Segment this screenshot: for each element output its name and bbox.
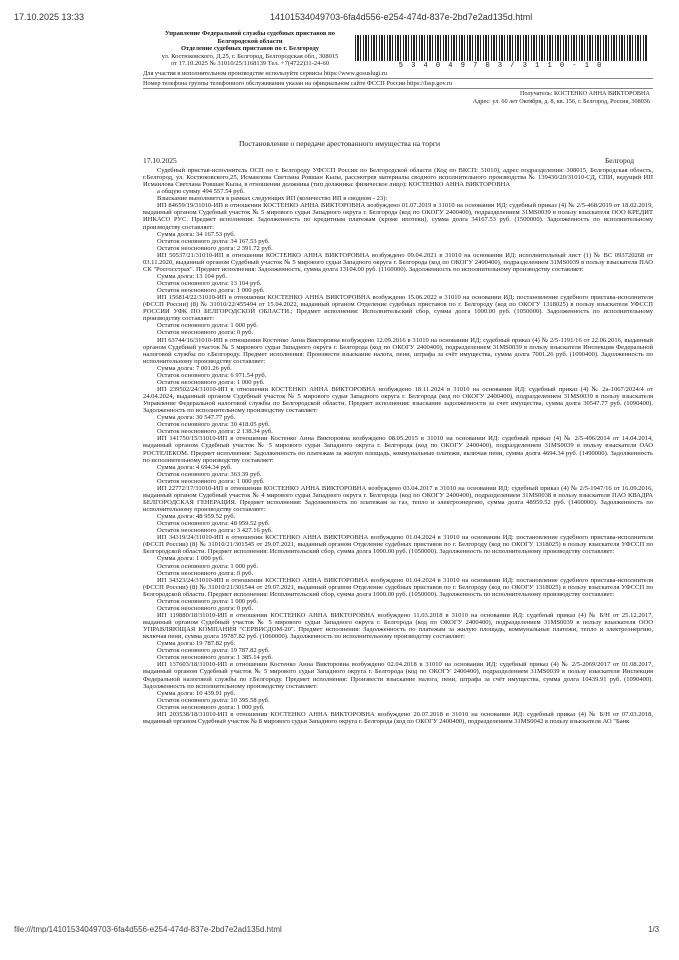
body-paragraph: ИП 84659/19/31010-ИП в отношении КОСТЕНКО АННА ВИКТОРОВНА возбуждено 01.07.2019 в 31010 на основании ИД: судебный приказ (4) № 2/5-468/2019 от 18.02.2019, выданный органом Судебный участок № 5 мирового судьи Западного округа г. Белгорода (код по ОКОГУ 2400400), подразделением 31MS0039 в пользу взыскателя ООО КРЕДИТ ИНКАСО РУС. Предмет исполнения: Задолженность по кредитным платежам (кроме ипотеки), сумма долга 34167.53 руб. (1500000). Задолженность по исполнительному производству составляет: [143, 202, 653, 231]
print-file-path: file:///tmp/14101534049703-6fa4d556-e254-474d-837e-2bd7e2ad135d.html [14, 925, 282, 934]
body-paragraph: ИП 156814/22/31010-ИП в отношении КОСТЕНКО АННА ВИКТОРОВНА возбуждено 15.06.2022 в 31010 на основании ИД: постановление судебного пристава-исполнителя (ФССП России) (8) № 31010/22/455494 от 15.04.2022, выданный органом Отделение судебных приставов по г. Белгороду (код по ОКОГУ 1318025) в пользу взыскателя УФССП РОССИИ УФК ПО БЕЛГОРОДСКОЙ ОБЛАСТИ.; Предмет исполнения: Исполнительский сбор, сумма долга 1000.00 руб. (1050000). Задолженность по исполнительному производству составляет: [143, 294, 653, 323]
body-paragraph: Сумма долга: 48 959.52 руб. [157, 513, 236, 521]
authority-line: Белгородской области [217, 37, 283, 45]
body-paragraph: Остаток неосновного долга: 1 385.14 руб. [157, 654, 273, 662]
body-paragraph: ИП 63744/16/31010-ИП в отношении Костенко Анна Викторовна возбуждено 12.09.2016 в 31010 на основании ИД: судебный приказ (4) № 2/5-1191/16 от 22.06.2016, выданный органом Судебный участок № 5 мирового судьи Западного округа г. Белгорода (код по ОКОГУ 2400400), подразделением 31MS0039 в пользу взыскателя Инспекция Федеральной налоговой службы по г.Белгороду. Предмет исполнения: Произвести взыскание налога, пени, штрафа за счёт имущества, сумма долга 7001.26 руб. (1090400). Задолженность по исполнительному производству составляет: [143, 336, 653, 365]
print-filename: 14101534049703-6fa4d556-e254-474d-837e-2bd7e2ad135d.html [270, 12, 533, 22]
authority-address: ул. Костюковского, Д.25, г. Белгород, Белгородская обл., 308015 [161, 52, 339, 60]
body-paragraph: Остаток неосновного долга: 0 руб. [157, 329, 254, 337]
body-paragraph: Взыскание выполняется в рамках следующих ИП (количество ИП в сводном - 23): [157, 195, 388, 203]
body-paragraph: Остаток неосновного долга: 0 руб. [157, 569, 254, 577]
body-paragraph: Остаток неосновного долга: 1 000 руб. [157, 287, 265, 295]
recipient-name: Получатель: КОСТЕНКО АННА ВИКТОРОВНА [519, 90, 650, 97]
body-paragraph: Остаток неосновного долга: 1 000 руб. [157, 378, 265, 386]
body-paragraph: Сумма долга: 7 001.26 руб. [157, 364, 232, 372]
body-paragraph: ИП 203538/18/31010-ИП в отношении КОСТЕНКО АННА ВИКТОРОВНА возбуждено 20.07.2018 в 31010 на основании ИД: судебный приказ (4) № Б/Н от 07.03.2018, выданный органом Судебный участок № 8 мирового судьи Западного округа г. Белгорода (код по ОКОГУ 2400400), подразделением 31MS0042 в пользу взыскателя АО "Банк [143, 710, 653, 725]
body-paragraph: Остаток неосновного долга: 0 руб. [157, 604, 254, 612]
barcode-image [355, 35, 647, 61]
body-paragraph: Остаток неосновного долга: 1 000 руб. [157, 703, 265, 711]
print-datetime: 17.10.2025 13:33 [14, 12, 85, 22]
body-paragraph: Остаток неосновного долга: 2 138.34 руб. [157, 428, 273, 436]
body-paragraph: Остаток основного долга: 30 418.05 руб. [157, 421, 270, 429]
browser-print-header [0, 0, 679, 26]
page-number: 1/3 [648, 925, 660, 934]
body-paragraph: Остаток основного долга: 1 000 руб. [157, 322, 259, 330]
body-paragraph: Остаток основного долга: 10 395.58 руб. [157, 696, 270, 704]
body-paragraph: Сумма долга: 30 547.77 руб. [157, 414, 236, 422]
body-paragraph: ИП 137603/18/31010-ИП в отношении Костенко Анна Викторовна возбуждено 02.04.2018 в 31010 на основании ИД: судебный приказ (4) № 2/5-2069/2017 от 01.08.2017, выданный органом Судебный участок № 5 мирового судьи Западного округа г. Белгорода (код по ОКОГУ 2400400), подразделением 31MS0039 в пользу взыскателя Инспекция Федеральной налоговой службы по г.Белгороду. Предмет исполнения: Произвести взыскание налога, пени, штрафа за счёт имущества, сумма долга 10439.91 руб. (1090400). Задолженность по исполнительному производству составляет: [143, 661, 653, 690]
phone-notice: Номер телефона группы телефонного обслуживания указан на официальном сайте ФССП России https://fssp.gov.ru [143, 80, 653, 89]
recipient-address: Адрес: ул. 60 лет Октября, д. 8, кв. 156, г. Белгород, Россия, 308036 [472, 98, 650, 105]
body-paragraph: Остаток основного долга: 34 167.53 руб. [157, 237, 270, 245]
body-paragraph: Остаток неосновного долга: 3 427.16 руб. [157, 527, 273, 535]
barcode-number: 5 3 4 0 4 9 7 0 3 / 3 1 1 0 - 1 0 [398, 62, 604, 70]
body-paragraph: Сумма долга: 34 167.53 руб. [157, 230, 236, 238]
body-paragraph: Сумма долга: 1 000 руб. [157, 555, 224, 563]
body-paragraph: ИП 239502/24/31010-ИП в отношении КОСТЕНКО АННА ВИКТОРОВНА возбуждено 18.11.2024 в 31010 на основании ИД: судебный приказ (4) № 2а-1067/2024/4 от 24.04.2024, выданный органом Судебный участок № 5 мирового судьи Западного округа г. Белгорода (код по ОКОГУ 2400400), подразделением 31MS0039 в пользу взыскателя Управление Федеральной налоговой службы по Белгородской области. Предмет исполнения: взыскание задолженности за счет имущества, сумма долга 30547.77 руб. (1090400). Задолженность по исполнительному производству составляет: [143, 385, 653, 415]
body-paragraph: Остаток основного долга: 363.39 руб. [157, 470, 262, 478]
authority-line: Отделение судебных приставов по г. Белгороду [180, 45, 319, 53]
gosuslugi-notice: Для участия в исполнительном производстве используйте сервисы https://www.gosuslugi.ru [143, 70, 653, 79]
body-paragraph: а общую сумму 494 557.54 руб. [157, 188, 245, 196]
body-paragraph: Сумма долга: 19 787.82 руб. [157, 640, 236, 648]
document-date: 17.10.2025 [143, 156, 177, 165]
body-paragraph: Остаток основного долга: 48 959.52 руб. [157, 520, 270, 528]
document-title: Постановление о передаче арестованного имущества на торги [238, 139, 441, 148]
body-paragraph: ИП 34323/24/31010-ИП в отношении КОСТЕНКО АННА ВИКТОРОВНА возбуждено 01.04.2024 в 31010 на основании ИД: постановление судебного пристава-исполнителя (ФССП России) (8) № 31010/21/301544 от 29.07.2021, выданный органом Отделение судебных приставов по г. Белгороду (код по ОКОГУ 1318025) в пользу взыскателя УФССП по Белгородской области. Предмет исполнения: Исполнительский сбор, сумма долга 1000.00 руб. (1050000). Задолженность по исполнительному производству составляет: [143, 576, 653, 598]
body-paragraph: Остаток основного долга: 6 971.54 руб. [157, 371, 267, 379]
body-paragraph: Сумма долга: 4 694.34 руб. [157, 463, 232, 471]
body-paragraph: ИП 141750/15/31010-ИП в отношении Костенко Анна Викторовна возбуждено 08.05.2015 в 31010 на основании ИД: судебный приказ (4) № 2/5-496/2014 от 14.04.2014, выданный органом Судебный участок № 5 мирового судьи Западного округа г. Белгорода (код по ОКОГУ 2400400), подразделением 31MS0039 в пользу взыскателя ОАО РОСТЕЛЕКОМ. Предмет исполнения: Задолженность по платежам за жилую площадь, коммунальные платежи, включая пени, сумма долга 4694.34 руб. (1490000). Задолженность по исполнительному производству составляет: [143, 435, 653, 464]
body-paragraph: ИП 119880/18/31010-ИП в отношении КОСТЕНКО АННА ВИКТОРОВНА возбуждено 11.03.2018 в 31010 на основании ИД: судебный приказ (4) № Б/Н от 25.12.2017, выданный органом Судебный участок № 5 мирового судьи Западного округа г. Белгорода (код по ОКОГУ 2400400), подразделением 31MS0039 в пользу взыскателя ООО УПРАВЛЯЮЩАЯ КОМПАНИЯ "СЕРВИСДОМ-20". Предмет исполнения: Задолженность по платежам за жилую площадь, коммунальные платежи, тепло и электроэнергию, включая пени, сумма долга 19787.82 руб. (1060000). Задолженность по исполнительному производству составляет: [143, 611, 653, 641]
body-paragraph: ИП 50537/21/31010-ИП в отношении КОСТЕНКО АННА ВИКТОРОВНА возбуждено 09.04.2021 в 31010 на основании ИД: исполнительный лист (1) № ВС 093720268 от 03.11.2020, выданный органом Судебный участок № 5 мирового судьи Западного округа г. Белгорода (код по ОКОГУ 2400400), подразделением 31MS0039 в пользу взыскателя ПАО СК "Росгосстрах". Предмет исполнения: Задолженность, сумма долга 13104.00 руб. (1160000). Задолженность по исполнительному производству составляет: [143, 251, 653, 273]
authority-header [145, 30, 355, 68]
body-paragraph: Остаток основного долга: 1 000 руб. [157, 562, 259, 570]
document-body [143, 167, 653, 725]
authority-reference: от 17.10.2025 № 31010/25/1168139 Тел. +7(4722)31-24-60 [170, 60, 329, 68]
body-paragraph: ИП 22772/17/31010-ИП в отношении КОСТЕНКО АННА ВИКТОРОВНА возбуждено 03.04.2017 в 31010 на основании ИД: судебный приказ (4) № 2/5-1947/16 от 16.09.2016, выданный органом Судебный участок № 4 мирового судьи Западного округа г. Белгорода (код по ОКОГУ 2400400), подразделением 31MS0038 в пользу взыскателя ПАО КВАДРА БЕЛГОРОДСКАЯ ГЕНЕРАЦИЯ. Предмет исполнения: Задолженность по платежам за газ, тепло и электроэнергию, сумма долга 48959.52 руб. (1460000). Задолженность по исполнительному производству составляет: [143, 484, 653, 513]
body-paragraph: Остаток основного долга: 13 104 руб. [157, 280, 262, 287]
body-paragraph: Остаток основного долга: 1 000 руб. [157, 597, 259, 605]
authority-line: Управление Федеральной службы судебных приставов по [165, 30, 335, 37]
body-paragraph: ИП 34319/24/31010-ИП в отношении КОСТЕНКО АННА ВИКТОРОВНА возбуждено 01.04.2024 в 31010 на основании ИД: постановление судебного пристава-исполнителя (ФССП России) (8) № 31010/21/301545 от 29.07.2021, выданный органом Отделение судебных приставов по г. Белгороду (код по ОКОГУ 1318025) в пользу взыскателя УФССП по Белгородской области. Предмет исполнения: Исполнительский сбор, сумма долга 1000.00 руб. (1050000). Задолженность по исполнительному производству составляет: [143, 534, 653, 556]
body-paragraph: Сумма долга: 13 104 руб. [157, 272, 227, 280]
body-paragraph: Остаток основного долга: 19 787.82 руб. [157, 647, 270, 655]
body-paragraph: Сумма долга: 10 439.91 руб. [157, 689, 236, 697]
document-city: Белгород [605, 156, 635, 165]
body-paragraph: Остаток неосновного долга: 1 000 руб. [157, 477, 265, 485]
body-paragraph: Остаток неосновного долга: 2 391.72 руб. [157, 244, 273, 252]
body-paragraph: Судебный пристав-исполнитель ОСП по г. Белгороду УФССП России по Белгородской области (Код по ВКСП: 31010), адрес подразделения: 308015, Белгородская область, г.Белгород, ул. Костюковского,25, Исмаилова Светлана Ровшан Кызы, рассмотрев материалы сводного исполнительного производства № 139430/20/31010-СД, СПИ, ведущий ИП Исмаилова Светлана Ровшан Кызы, в отношении должника (тип должника: физическое лицо): КОСТЕНКО АННА ВИКТОРОВНА [143, 167, 653, 189]
